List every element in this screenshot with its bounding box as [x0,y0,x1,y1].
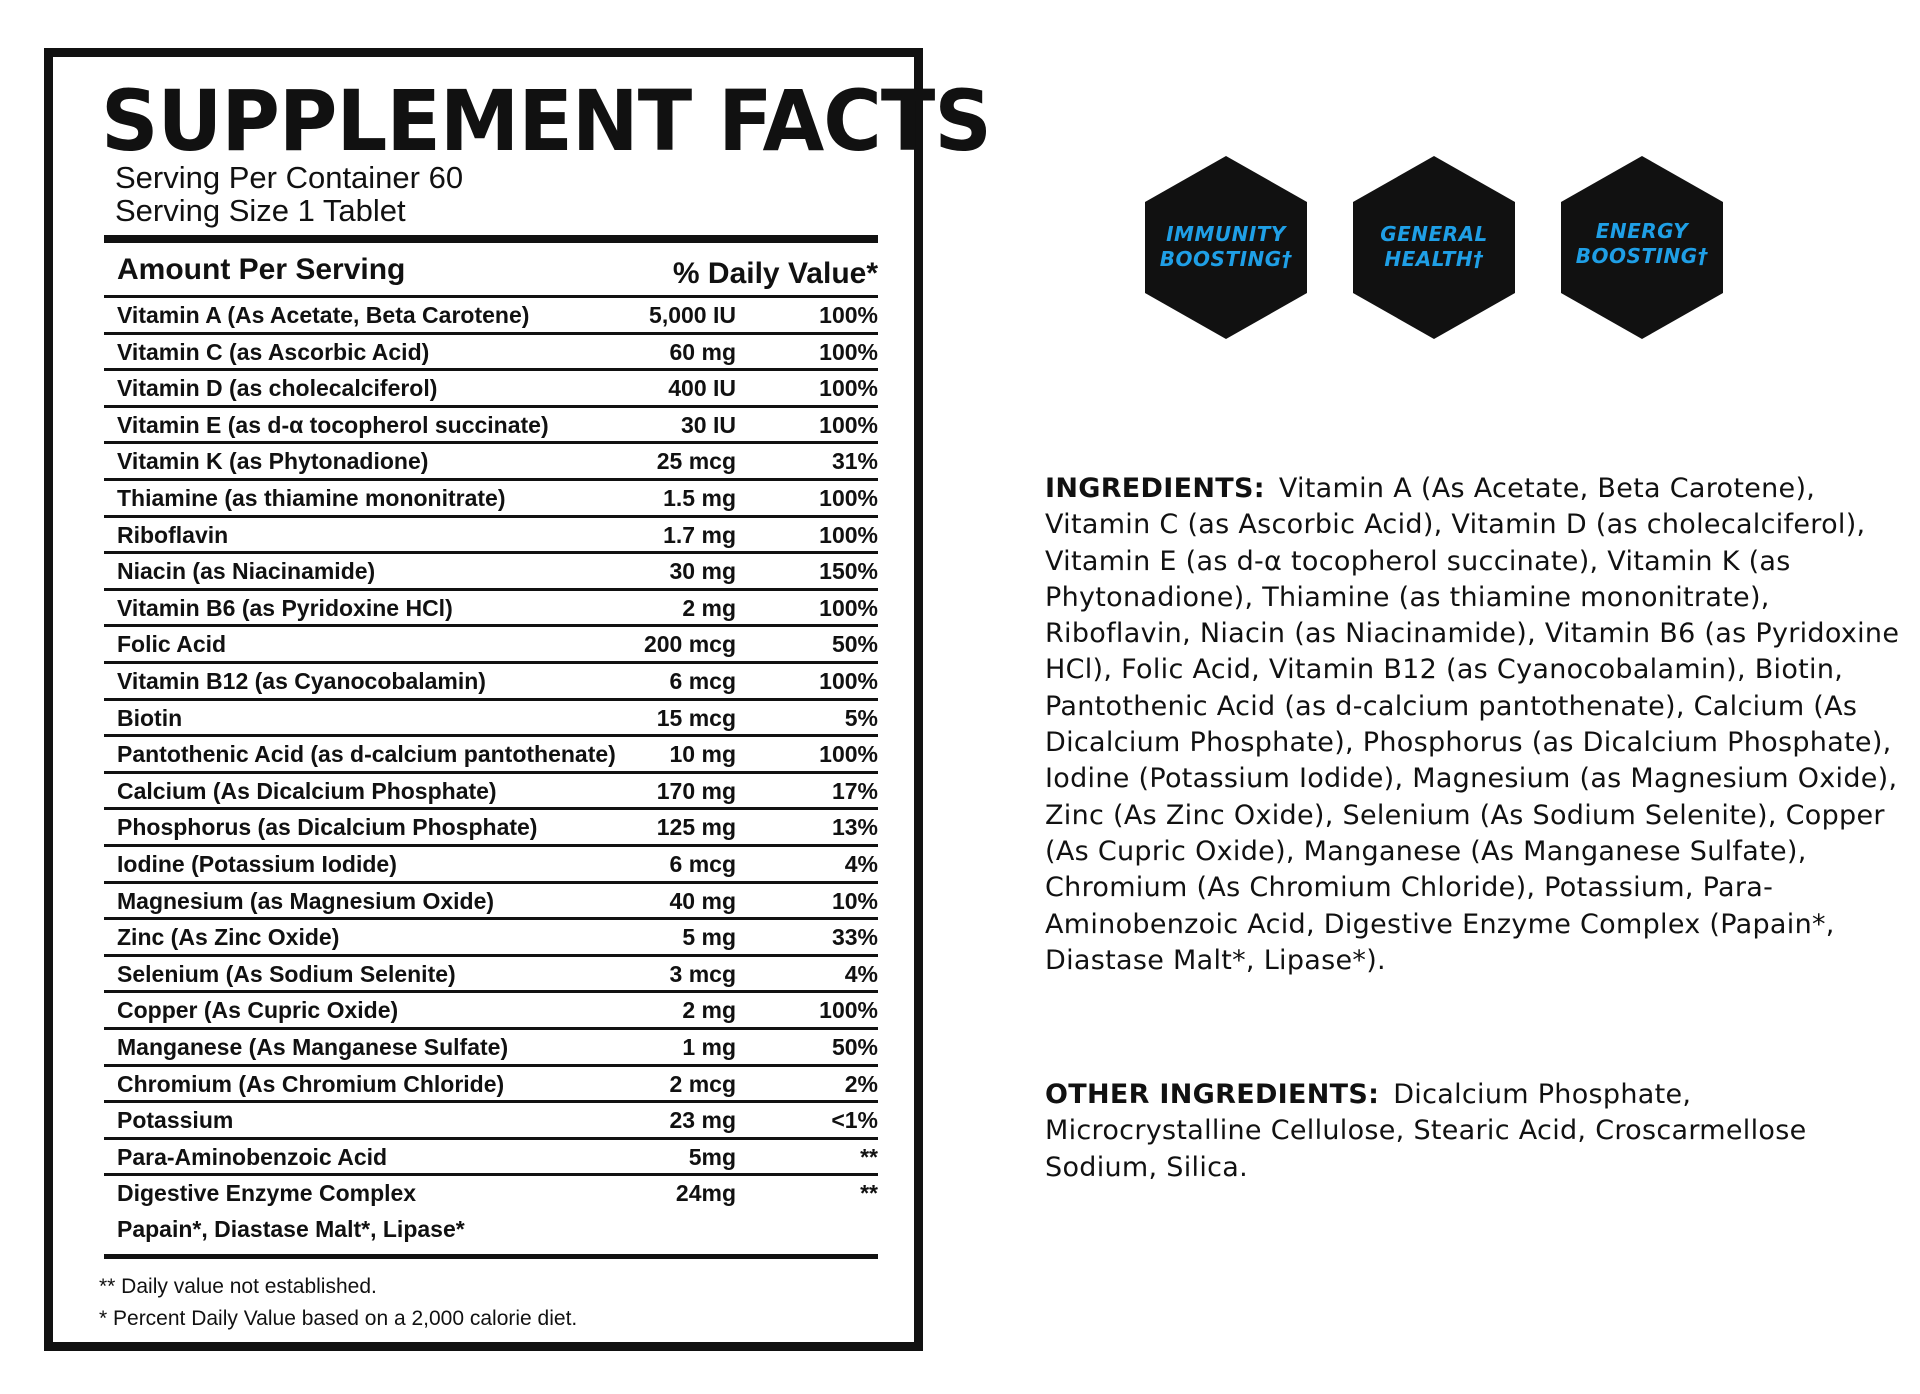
nutrient-name: Riboflavin [117,521,229,548]
table-row [104,551,878,588]
nutrient-daily-value: 50% [831,631,878,658]
nutrient-name: Copper (As Cupric Oxide) [117,997,399,1024]
nutrient-daily-value: 5% [844,704,878,731]
nutrient-name: Manganese (As Manganese Sulfate) [117,1034,509,1060]
badge-label [1353,222,1515,272]
nutrient-name: Folic Acid [117,631,227,658]
nutrient-daily-value: 150% [819,558,878,585]
footnote-calorie-diet: * Percent Daily Value based on a 2,000 calorie diet. [99,1307,578,1330]
badge-line-2: HEALTH† [1384,247,1484,271]
nutrient-amount: 5mg [688,1143,736,1170]
nutrient-daily-value: 100% [819,668,878,694]
table-row [104,515,878,552]
table-row [104,990,878,1027]
nutrient-daily-value: 4% [844,851,878,877]
table-row [104,1064,878,1101]
nutrient-amount: 15 mcg [656,704,736,731]
nutrient-amount: 40 mg [669,887,736,914]
nutrient-name: Phosphorus (as Dicalcium Phosphate) [117,814,538,841]
facts-header-row [104,253,878,293]
nutrient-amount: 2 mg [682,594,736,621]
badge-immunity-boosting [1145,156,1307,339]
divider-thick-top [104,235,878,243]
nutrient-name: Niacin (as Niacinamide) [117,558,376,585]
nutrient-daily-value: 100% [819,521,878,548]
nutrient-amount: 125 mg [656,814,736,841]
nutrient-name: Vitamin A (As Acetate, Beta Carotene) [117,302,530,328]
nutrient-subline: Papain*, Diastase Malt*, Lipase* [117,1216,465,1243]
nutrient-amount: 10 mg [669,741,736,768]
table-row [104,1137,878,1174]
amount-per-serving-header: Amount Per Serving [117,253,406,286]
nutrient-daily-value: ** [860,1143,878,1170]
nutrient-amount: 400 IU [668,375,736,402]
nutrient-name: Selenium (As Sodium Selenite) [117,960,456,987]
nutrient-amount: 24mg [675,1180,736,1207]
table-row [104,368,878,405]
nutrient-name: Potassium [117,1107,234,1134]
badge-label [1145,222,1307,272]
table-row [104,807,878,844]
nutrient-name: Calcium (As Dicalcium Phosphate) [117,777,497,804]
nutrient-daily-value: 100% [819,594,878,621]
nutrient-daily-value: 10% [831,887,878,914]
divider-thick-bottom [104,1254,878,1259]
nutrient-daily-value: 13% [831,814,878,841]
table-row [104,624,878,661]
nutrient-name: Vitamin K (as Phytonadione) [117,448,429,475]
nutrient-amount: 5,000 IU [649,302,736,328]
supplement-facts-panel [44,48,991,1351]
nutrient-amount: 3 mcg [669,960,736,987]
ingredients-paragraph [1045,471,1905,979]
badge-line-2: BOOSTING† [1575,244,1709,268]
badge-general-health [1353,156,1515,339]
table-row [104,1027,878,1064]
table-row [104,844,878,881]
badge-line-2: BOOSTING† [1159,247,1293,271]
nutrient-name: Vitamin D (as cholecalciferol) [117,375,438,402]
nutrient-name: Vitamin B6 (as Pyridoxine HCl) [117,594,453,621]
nutrient-daily-value: 100% [819,411,878,438]
ingredients-text: Vitamin A (As Acetate, Beta Carotene), Vitamin C (as Ascorbic Acid), Vitamin D (as cholecalciferol), Vitamin E (as d-α tocopherol succinate), Vitamin K (as Phytonadione), Thiamine (as thiamine mononitrate), Riboflavin, Niacin (as Niacinamide), Vitamin B6 (as Pyridoxine HCl), Folic Acid, Vitamin B12 (as Cyanocobalamin), Biotin, Pantothenic Acid (as d-calcium pantothenate), Calcium (As Dicalcium Phosphate), Phosphorus (as Dicalcium Phosphate), Iodine (Potassium Iodide), Magnesium (as Magnesium Oxide), Zinc (As Zinc Oxide), Selenium (As Sodium Selenite), Copper (As Cupric Oxide), Manganese (As Manganese Sulfate), Chromium (As Chromium Chloride), Potassium, Para-Aminobenzoic Acid, Digestive Enzyme Complex (Papain*, Diastase Malt*, Lipase*). [1045,473,1900,976]
nutrient-daily-value: 100% [819,338,878,365]
nutrient-name: Biotin [117,704,183,731]
table-row [104,1100,878,1137]
nutrient-daily-value: ** [860,1180,878,1207]
nutrient-name: Digestive Enzyme Complex [117,1180,417,1207]
nutrient-amount: 1 mg [682,1034,736,1060]
nutrient-daily-value: 17% [831,777,878,804]
other-ingredients-paragraph [1045,1077,1905,1186]
nutrient-daily-value: 33% [831,924,878,951]
badge-energy-boosting [1561,156,1723,339]
facts-title: SUPPLEMENT FACTS [101,72,991,170]
table-row [104,295,878,332]
nutrient-amount: 60 mg [669,338,736,365]
nutrient-amount: 2 mg [682,997,736,1024]
nutrient-daily-value: 100% [819,375,878,402]
nutrient-amount: 1.5 mg [663,485,736,511]
nutrient-amount: 5 mg [682,924,736,951]
table-row [104,771,878,808]
table-row [104,734,878,771]
nutrient-amount: 1.7 mg [663,521,736,548]
table-row [104,405,878,442]
nutrient-amount: 30 mg [669,558,736,585]
table-row [104,917,878,954]
table-row [104,441,878,478]
nutrient-daily-value: 100% [819,302,878,328]
servings-per-container: Serving Per Container 60 [115,160,464,195]
table-row [104,478,878,515]
table-row [104,588,878,625]
nutrient-name: Vitamin B12 (as Cyanocobalamin) [117,668,486,694]
table-row [104,661,878,698]
nutrient-daily-value: 100% [819,485,878,511]
nutrient-name: Iodine (Potassium Iodide) [117,851,397,877]
badge-line-1: ENERGY [1595,219,1689,243]
nutrient-name: Chromium (As Chromium Chloride) [117,1070,505,1097]
nutrient-name: Para-Aminobenzoic Acid [117,1143,388,1170]
nutrient-name: Pantothenic Acid (as d-calcium pantothenate) [117,741,616,768]
nutrient-amount: 25 mcg [656,448,736,475]
nutrient-name: Thiamine (as thiamine mononitrate) [117,485,506,511]
nutrient-amount: 23 mg [669,1107,736,1134]
ingredients-label: INGREDIENTS: [1045,473,1265,504]
nutrient-amount: 170 mg [656,777,736,804]
nutrient-amount: 30 IU [681,411,736,438]
nutrient-daily-value: 50% [831,1034,878,1060]
badge-label [1561,219,1723,269]
nutrient-daily-value: <1% [831,1107,878,1134]
nutrient-amount: 2 mcg [669,1070,736,1097]
nutrient-daily-value: 31% [831,448,878,475]
badge-line-1: IMMUNITY [1166,222,1286,246]
table-row [104,698,878,735]
nutrient-amount: 6 mcg [669,851,736,877]
nutrient-daily-value: 4% [844,960,878,987]
table-row [104,1173,878,1244]
table-row [104,954,878,991]
nutrient-name: Vitamin E (as d-α tocopherol succinate) [117,411,549,438]
daily-value-header: % Daily Value* [672,257,878,290]
table-row [104,332,878,369]
nutrient-amount: 200 mcg [643,631,736,658]
table-row [104,881,878,918]
footnote-daily-value: ** Daily value not established. [99,1275,377,1298]
nutrient-name: Vitamin C (as Ascorbic Acid) [117,338,430,365]
nutrient-daily-value: 100% [819,741,878,768]
nutrient-daily-value: 2% [844,1070,878,1097]
other-ingredients-text: Dicalcium Phosphate, Microcrystalline Cellulose, Stearic Acid, Croscarmellose Sodium, Silica. [1045,1079,1807,1183]
nutrient-name: Zinc (As Zinc Oxide) [117,924,340,951]
serving-size: Serving Size 1 Tablet [115,193,406,228]
other-ingredients-label: OTHER INGREDIENTS: [1045,1079,1380,1110]
badge-line-1: GENERAL [1380,222,1488,246]
nutrient-amount: 6 mcg [669,668,736,694]
nutrient-name: Magnesium (as Magnesium Oxide) [117,887,495,914]
nutrient-daily-value: 100% [819,997,878,1024]
